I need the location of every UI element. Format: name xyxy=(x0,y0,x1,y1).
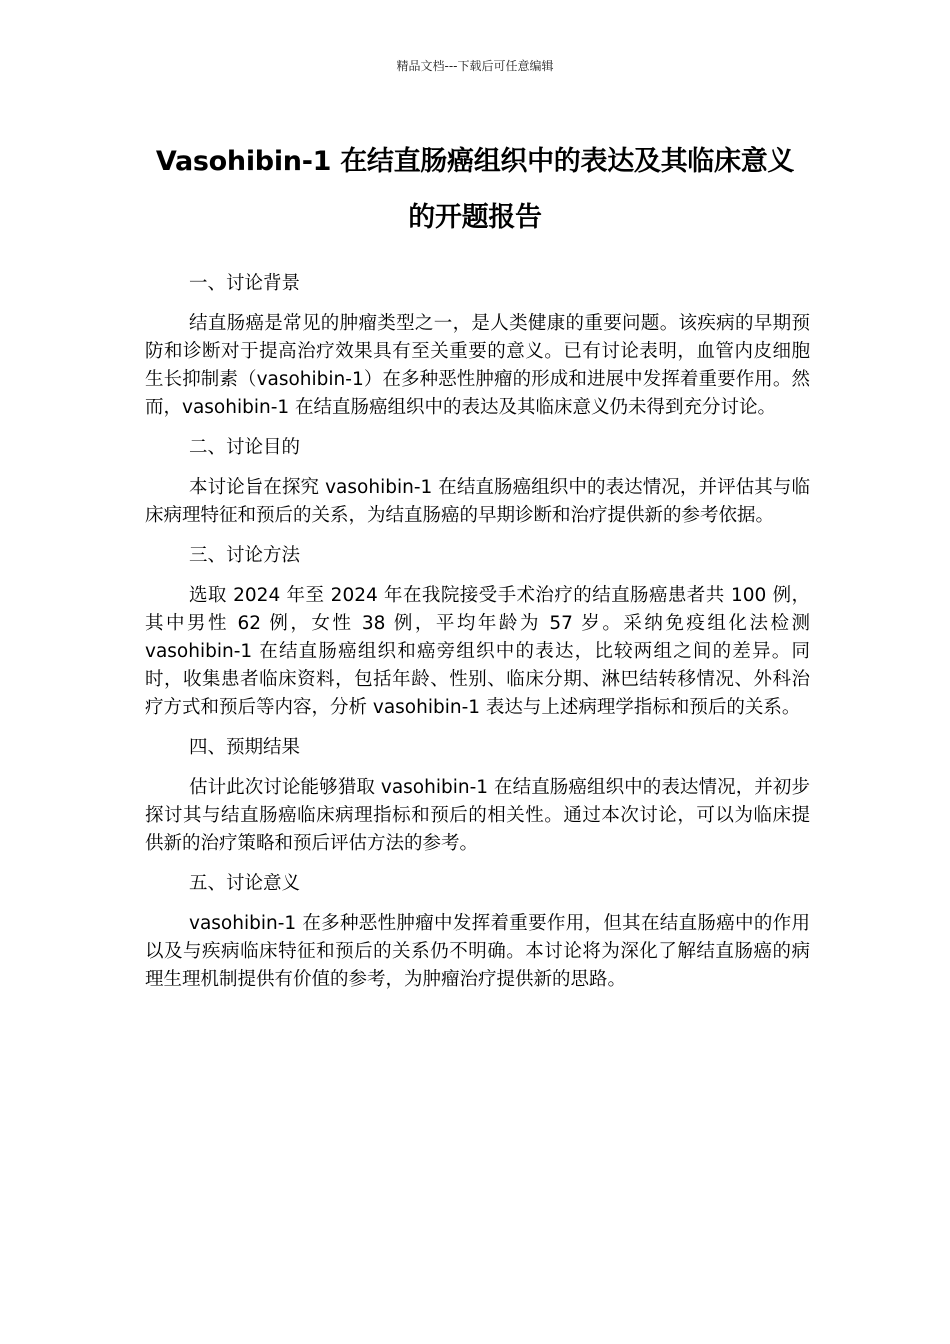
page-header: 精品文档---下载后可任意编辑 xyxy=(396,59,554,73)
section-body-purpose: 本讨论旨在探究 vasohibin-1 在结直肠癌组织中的表达情况，并评估其与临床病理特征和预后的关系，为结直肠癌的早期诊断和治疗提供新的参考依据。 xyxy=(145,477,810,526)
section-body-methods: 选取 2024 年至 2024 年在我院接受手术治疗的结直肠癌患者共 100 例，其中男性 62 例，女性 38 例，平均年龄为 57 岁。采纳免疫组化法检测 vasohibin-1 在结直肠癌组织和癌旁组织中的表达，比较两组之间的差异。同时，收集患者临床资料，包括年龄、性别、临床分期、淋巴结转移情况、外科治疗方式和预后等内容，分析 vasohibin-1 表达与上述病理学指标和预后的关系。 xyxy=(145,585,810,718)
document-title xyxy=(120,134,830,246)
section-heading-significance: 五、讨论意义 xyxy=(189,873,301,894)
section-body-background: 结直肠癌是常见的肿瘤类型之一，是人类健康的重要问题。该疾病的早期预防和诊断对于提高治疗效果具有至关重要的意义。已有讨论表明，血管内皮细胞生长抑制素（vasohibin-1）在多种恶性肿瘤的形成和进展中发挥着重要作用。然而，vasohibin-1 在结直肠癌组织中的表达及其临床意义仍未得到充分讨论。 xyxy=(145,313,810,418)
title-line-1: Vasohibin-1 在结直肠癌组织中的表达及其临床意义 xyxy=(155,146,795,177)
title-line-2: 的开题报告 xyxy=(408,202,542,233)
section-heading-methods: 三、讨论方法 xyxy=(189,545,301,566)
document-body xyxy=(145,270,810,1006)
section-heading-background: 一、讨论背景 xyxy=(189,273,301,294)
section-heading-expected-results: 四、预期结果 xyxy=(189,737,301,758)
section-body-expected-results: 估计此次讨论能够猎取 vasohibin-1 在结直肠癌组织中的表达情况，并初步探讨其与结直肠癌临床病理指标和预后的相关性。通过本次讨论，可以为临床提供新的治疗策略和预后评估方法的参考。 xyxy=(145,777,810,854)
section-heading-purpose: 二、讨论目的 xyxy=(189,437,301,458)
section-body-significance: vasohibin-1 在多种恶性肿瘤中发挥着重要作用，但其在结直肠癌中的作用以及与疾病临床特征和预后的关系仍不明确。本讨论将为深化了解结直肠癌的病理生理机制提供有价值的参考，为肿瘤治疗提供新的思路。 xyxy=(145,913,810,990)
